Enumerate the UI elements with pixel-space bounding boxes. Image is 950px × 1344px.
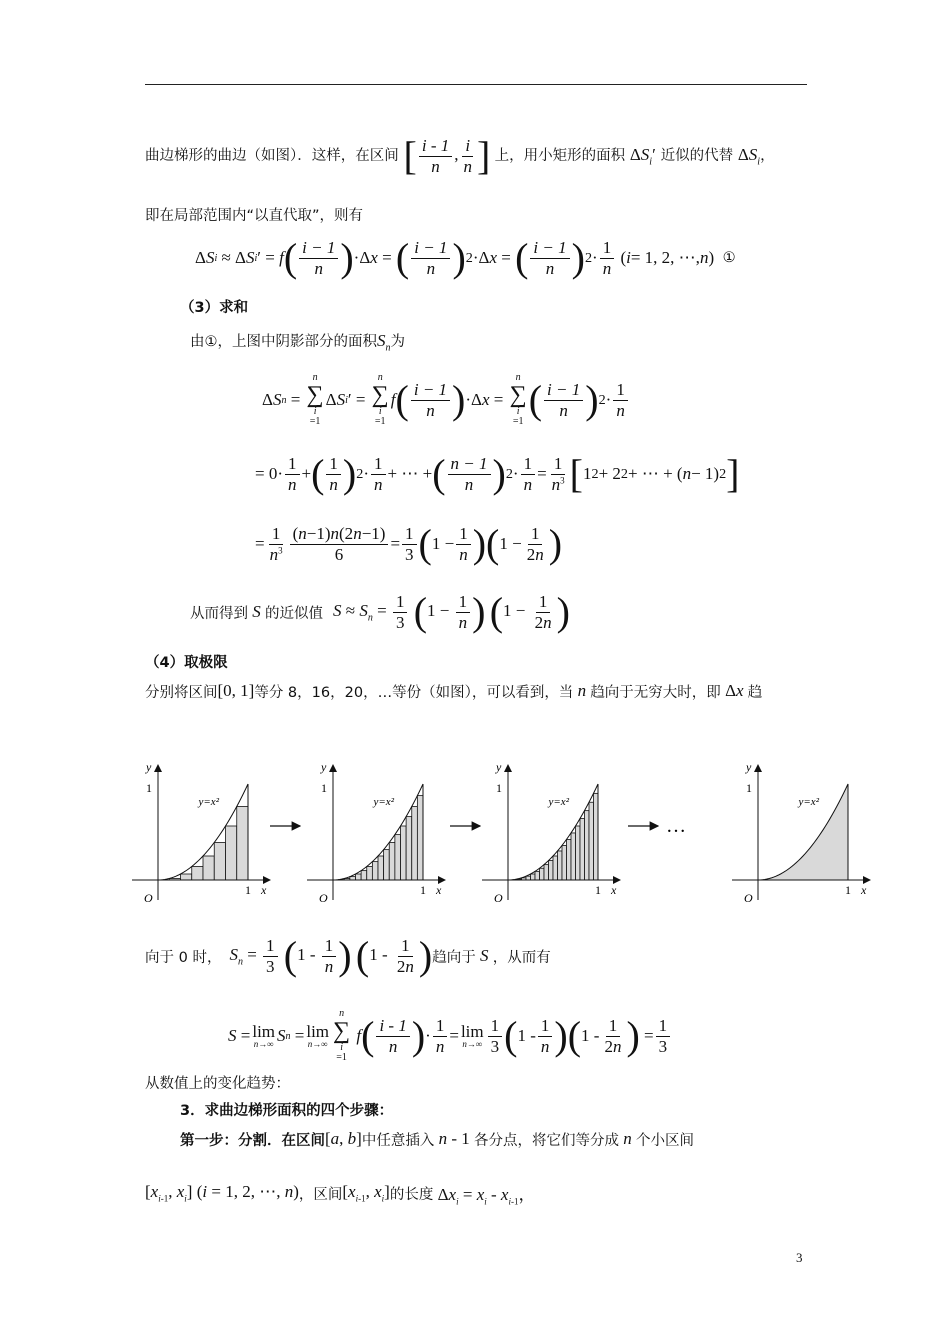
- s-target-symbol: S: [475, 946, 493, 965]
- s-symbol: S: [248, 602, 265, 621]
- p8-text-4: 个小区间: [636, 1132, 695, 1149]
- riemann-rect: [226, 826, 237, 880]
- riemann-rect: [571, 833, 576, 880]
- p1-text-1: 曲边梯形的曲边（如图）．这样，在区间: [145, 147, 399, 164]
- paragraph-2: 即在局部范围内“以直代取”，则有: [145, 208, 364, 224]
- figure-panel-1: [132, 760, 270, 905]
- y-axis-label: y: [746, 760, 752, 774]
- figure-panel-3: [482, 760, 620, 905]
- y-axis-label: y: [496, 760, 502, 774]
- riemann-rect: [576, 826, 581, 880]
- x-tick-one: 1: [845, 883, 851, 897]
- sum-equation-line-2: = 0· $\frac{1}{n}$ + ( $\frac{1}{n}$ ) 2 · $\frac{1}{n}$ + ⋯ + ( $\frac{n - 1}{n}$ ) 2 · $\frac{1}{n}$ = $\frac{1}{n^3}$ [ 1 2 + 2 2 + ⋯ + ( n − 1) 2 ]: [255, 451, 740, 496]
- p1-text-2: 上，用小矩形的面积: [494, 147, 626, 164]
- y-tick-one: 1: [746, 781, 752, 795]
- p8-text-2: 中任意插入: [361, 1132, 435, 1149]
- paragraph-3: [190, 330, 405, 353]
- riemann-sum-figure: [120, 748, 880, 918]
- heading-limit: （4）取极限: [145, 655, 228, 671]
- p5-text-1: 分别将区间: [145, 684, 218, 701]
- p4-text-2: 的近似值: [265, 605, 323, 622]
- riemann-rect: [181, 874, 192, 880]
- riemann-rect: [558, 851, 563, 880]
- origin-label: O: [319, 891, 328, 905]
- riemann-rect: [562, 845, 567, 880]
- riemann-rect: [356, 874, 362, 880]
- interval-a-b: [a, b]: [325, 1129, 362, 1148]
- riemann-rect: [580, 819, 585, 880]
- equation-1: Δ S i ≈ Δ S i ′ = f ( $\frac{i - 1}{n}$ ) ·Δ x = ( $\frac{i - 1}{n}$ ) 2 ·Δ x = ( $\frac{i - 1}{n}$ ) 2 · $\frac{1}{n}$ ( i = 1, 2, ⋯, n ) ①: [195, 235, 736, 280]
- x-tick-one: 1: [245, 883, 251, 897]
- transition-arrows: [270, 815, 686, 837]
- p6-text-2: 趋向于: [432, 949, 476, 966]
- subinterval-formula-2: [$x_{i-1}$, $x_i$]: [342, 1182, 390, 1204]
- riemann-rect: [531, 874, 536, 880]
- riemann-rect: [367, 867, 373, 881]
- origin-label: O: [144, 891, 153, 905]
- p9-text-1: ，区间: [298, 1186, 343, 1203]
- y-axis-label: y: [146, 760, 152, 774]
- limit-equation: S = lim n→∞ S n = lim n→∞ n ∑ i =1 f ( $\frac{i - 1}{n}$ ) · $\frac{1}{n}$ = lim n→∞ $\frac{1}{3}$ ( 1 - $\frac{1}{n}$ ) ( 1 - $\frac{1}{2n}$ ) = $\frac{1}{3}$: [228, 1006, 672, 1066]
- y-tick-one: 1: [146, 781, 152, 795]
- paragraph-7: 从数值上的变化趋势：: [145, 1076, 290, 1092]
- paragraph-4: [190, 590, 570, 634]
- riemann-rect: [361, 871, 367, 880]
- heading-four-steps: 3．求曲边梯形面积的四个步骤：: [180, 1103, 394, 1119]
- origin-label: O: [744, 891, 753, 905]
- ellipsis-dots: …: [666, 815, 686, 837]
- y-tick-one: 1: [496, 781, 502, 795]
- p6-text-1: 向于 0 时，: [145, 949, 222, 966]
- n-symbol: n: [573, 681, 591, 700]
- p5-text-4: 趋: [747, 684, 763, 701]
- delta-si: $\Delta S_i$: [737, 144, 761, 168]
- sum-equation-line-1: Δ S n = n ∑ i =1 Δ S i ′ = n ∑ i =1 f ( $\frac{i - 1}{n}$ ) ·Δ x = n ∑ i =1 ( $\frac{i - 1}{n}$ ) 2 · $\frac{1}{n}$: [262, 374, 630, 426]
- equation-1-tag: ①: [722, 250, 736, 266]
- riemann-rect: [378, 856, 384, 880]
- x-axis-label: x: [261, 883, 267, 897]
- riemann-rect: [526, 876, 531, 880]
- p5-text-3: 趋向于无穷大时，即: [590, 684, 721, 701]
- riemann-rect: [372, 862, 378, 880]
- curve-label: y=x²: [373, 796, 394, 809]
- paragraph-8: [180, 1124, 694, 1154]
- riemann-rect: [567, 839, 572, 880]
- interval-formula: [ $\frac{i - 1}{n}$ , $\frac{i}{n}$ ]: [403, 133, 491, 179]
- p8-text-3: 各分点，将它们等分成: [474, 1132, 620, 1149]
- sum-equation-line-3: = $\frac{1}{n^3}$ $\frac{(n-1)n(2n-1)}{6}$ = $\frac{1}{3}$ ( 1 − $\frac{1}{n}$ ) ( 1 − $\frac{1}{2n}$ ): [255, 521, 563, 566]
- y-tick-one: 1: [321, 781, 327, 795]
- x-axis-label: x: [436, 883, 442, 897]
- n-minus-1: n - 1: [438, 1129, 475, 1148]
- riemann-rect: [406, 817, 412, 880]
- curve-label: y=x²: [798, 796, 819, 809]
- paragraph-9: [145, 1178, 535, 1208]
- page-number: 3: [796, 1250, 803, 1265]
- x-tick-one: 1: [420, 883, 426, 897]
- delta-xi-formula: $\Delta x_i = x_i - x_{i-1}$，: [433, 1184, 536, 1207]
- origin-label: O: [494, 891, 503, 905]
- y-axis-label: y: [321, 760, 327, 774]
- riemann-rect: [594, 793, 599, 880]
- x-axis-label: x: [861, 883, 867, 897]
- p1-text-4: ，: [760, 147, 775, 164]
- subinterval-formula: [$x_{i-1}$, $x_i$] (i = 1, 2, ⋯, n): [145, 1182, 299, 1204]
- paragraph-5: [145, 678, 762, 704]
- curve-label: y=x²: [548, 796, 569, 809]
- riemann-rect: [549, 861, 554, 880]
- p4-text-1: 从而得到: [190, 605, 248, 622]
- riemann-rect: [192, 867, 203, 881]
- p3-text-2: 为: [390, 334, 405, 350]
- curve-label: y=x²: [198, 796, 219, 809]
- riemann-rect: [589, 802, 594, 880]
- p9-text-2: 的长度: [389, 1186, 434, 1203]
- p3-text-1: 由①，上图中阴影部分的面积: [190, 334, 377, 350]
- riemann-rect: [237, 807, 248, 881]
- figure-panel-4: [732, 760, 870, 905]
- delta-x-symbol: Δx: [720, 681, 744, 700]
- header-rule: [145, 84, 807, 85]
- riemann-rect: [389, 843, 395, 881]
- riemann-rect: [412, 807, 418, 881]
- p8-text-1: 第一步：分割．在区间: [180, 1132, 325, 1149]
- riemann-rect: [535, 871, 540, 880]
- riemann-rect: [203, 856, 214, 880]
- sn-limit-formula: $S_n$ = $\frac{1}{3}$ (1 - $\frac{1}{n}$ ) (1 - $\frac{1}{2n}$ ): [229, 933, 433, 978]
- p5-text-2: 等分 8，16，20，…等份（如图），可以看到，当: [254, 684, 574, 701]
- p6-text-3: ，从而有: [492, 949, 551, 966]
- riemann-rect: [544, 865, 549, 880]
- riemann-rect: [417, 796, 423, 880]
- riemann-rect: [553, 856, 558, 880]
- riemann-rect: [540, 868, 545, 880]
- riemann-rect: [585, 811, 590, 880]
- riemann-rect: [401, 826, 407, 880]
- figure-panel-2: [307, 760, 445, 905]
- paragraph-1: [145, 133, 775, 179]
- x-axis-label: x: [611, 883, 617, 897]
- interval-0-1: [0, 1]: [217, 681, 255, 700]
- paragraph-6: [145, 930, 551, 982]
- riemann-rect: [350, 877, 356, 880]
- heading-sum: （3）求和: [180, 300, 249, 316]
- riemann-rect: [384, 850, 390, 880]
- riemann-rect: [214, 843, 225, 881]
- sn-symbol: $S_n$: [377, 331, 391, 354]
- n-count-symbol: n: [619, 1129, 637, 1148]
- approx-formula: $S \approx S_n$ = $\frac{1}{3}$ (1 − $\frac{1}{n}$ ) (1 − $\frac{1}{2n}$ ): [333, 589, 570, 634]
- p1-text-3: 近似的代替: [660, 147, 734, 164]
- delta-si-prime: $\Delta S_i'$: [629, 144, 656, 168]
- x-tick-one: 1: [595, 883, 601, 897]
- riemann-rect: [395, 835, 401, 880]
